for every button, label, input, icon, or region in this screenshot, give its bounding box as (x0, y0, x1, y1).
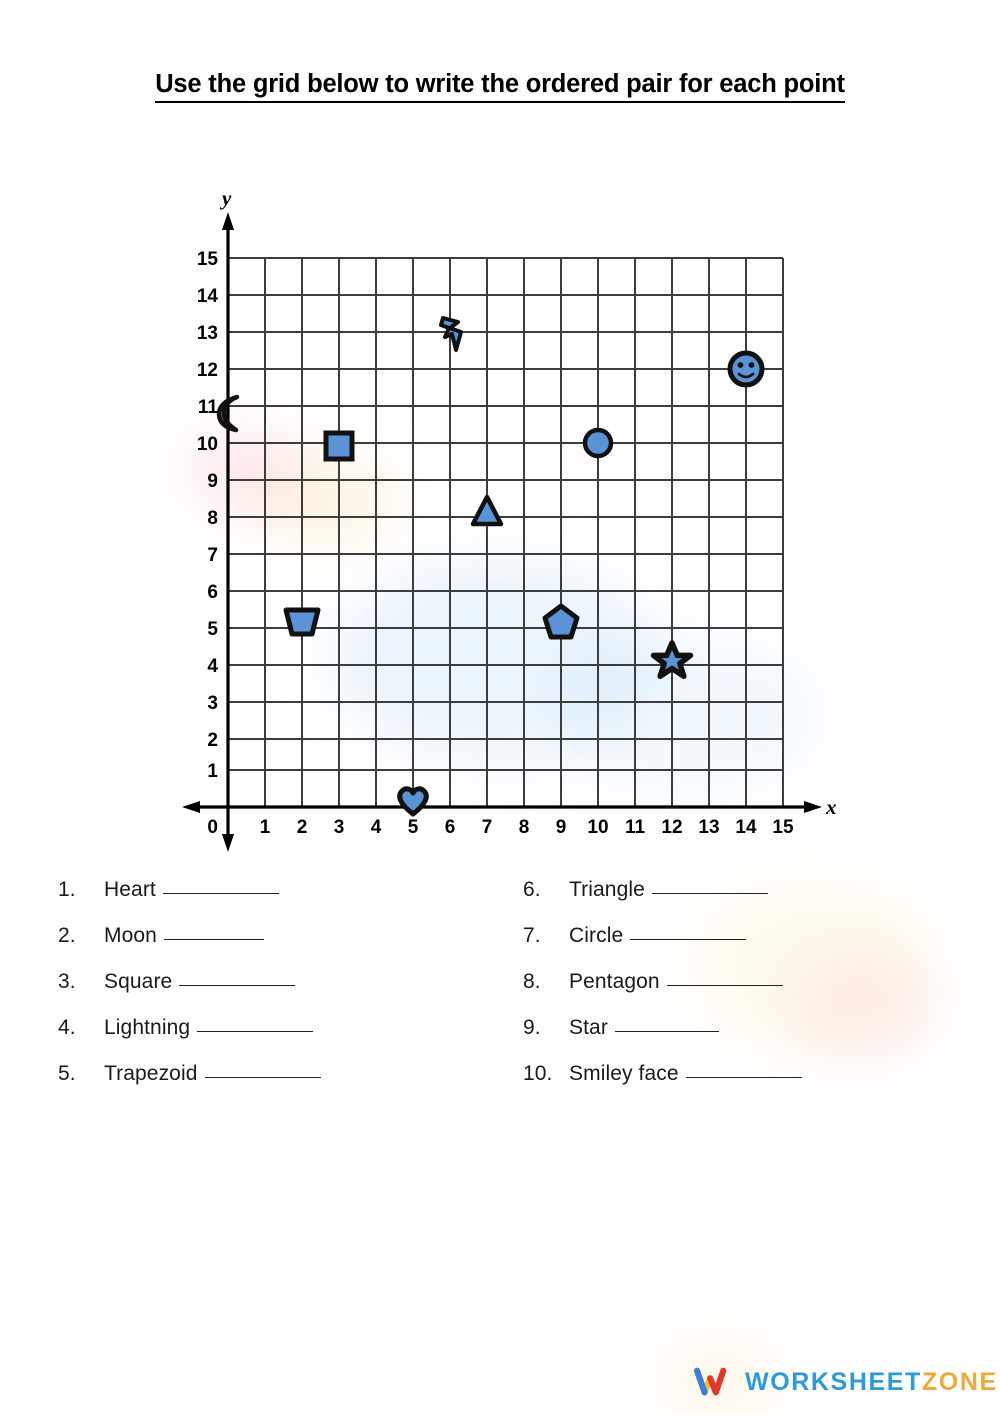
svg-text:13: 13 (698, 817, 720, 838)
svg-text:8: 8 (518, 817, 530, 838)
answer-blank[interactable] (667, 984, 783, 986)
list-item (523, 1016, 953, 1062)
question-number: 9. (523, 1016, 541, 1039)
svg-text:1: 1 (259, 817, 271, 838)
svg-text:15: 15 (196, 249, 218, 270)
question-label: Smiley face (569, 1062, 679, 1085)
list-item (58, 878, 488, 924)
svg-text:10: 10 (587, 817, 609, 838)
axis-lines (192, 222, 812, 843)
question-number: 7. (523, 924, 541, 947)
svg-text:2: 2 (296, 817, 308, 838)
x-tick-labels (260, 817, 794, 838)
answer-blank[interactable] (179, 984, 295, 986)
question-label: Pentagon (569, 970, 660, 993)
list-item (523, 924, 953, 970)
list-item (58, 1016, 488, 1062)
svg-text:6: 6 (444, 817, 456, 838)
page-title-text: Use the grid below to write the ordered pair for each point (155, 70, 845, 103)
w-logo-icon (694, 1367, 732, 1397)
svg-text:3: 3 (207, 693, 218, 714)
answer-column-left (58, 878, 488, 1108)
svg-text:3: 3 (333, 817, 345, 838)
answer-blank[interactable] (652, 892, 768, 894)
question-label: Moon (104, 924, 157, 947)
worksheetzone-logo[interactable] (694, 1362, 998, 1402)
question-number: 2. (58, 924, 76, 947)
answer-blank[interactable] (197, 1030, 313, 1032)
answer-blank[interactable] (205, 1076, 321, 1078)
square-marker (326, 433, 352, 459)
question-number: 10. (523, 1062, 553, 1085)
star-marker (654, 643, 691, 676)
svg-text:5: 5 (207, 619, 218, 640)
answer-blank[interactable] (630, 938, 746, 940)
svg-text:5: 5 (407, 817, 419, 838)
list-item (523, 970, 953, 1016)
question-label: Trapezoid (104, 1062, 198, 1085)
answer-blank[interactable] (686, 1076, 802, 1078)
question-number: 5. (58, 1062, 76, 1085)
logo-wordmark (745, 1368, 998, 1397)
question-number: 1. (58, 878, 76, 901)
svg-text:11: 11 (197, 397, 218, 418)
svg-text:12: 12 (196, 360, 218, 381)
answer-blank[interactable] (615, 1030, 719, 1032)
heart-marker (400, 789, 427, 814)
question-number: 8. (523, 970, 541, 993)
x-axis-label: x (826, 795, 837, 819)
x-axis-arrow-left (182, 801, 200, 813)
question-label: Circle (569, 924, 624, 947)
circle-marker (585, 430, 611, 456)
triangle-marker (473, 497, 501, 524)
question-label: Star (569, 1016, 608, 1039)
svg-text:0: 0 (207, 817, 218, 838)
question-number: 4. (58, 1016, 76, 1039)
smiley-marker (730, 353, 762, 385)
list-item (58, 924, 488, 970)
x-axis-arrow-right (804, 801, 822, 813)
question-label: Triangle (569, 878, 645, 901)
question-label: Lightning (104, 1016, 191, 1039)
question-label: Square (104, 970, 173, 993)
svg-text:6: 6 (207, 582, 218, 603)
list-item (523, 878, 953, 924)
svg-text:8: 8 (207, 508, 218, 529)
pentagon-marker (545, 606, 577, 637)
svg-text:15: 15 (772, 817, 794, 838)
svg-text:4: 4 (207, 656, 218, 677)
svg-text:13: 13 (196, 323, 218, 344)
svg-text:2: 2 (207, 730, 218, 751)
y-axis-label: y (222, 186, 232, 210)
y-tick-labels (197, 249, 219, 838)
answer-list (58, 878, 948, 1098)
list-item (58, 1062, 488, 1108)
svg-text:10: 10 (196, 434, 218, 455)
svg-text:9: 9 (555, 817, 567, 838)
svg-text:7: 7 (481, 817, 493, 838)
svg-text:14: 14 (735, 817, 757, 838)
question-number: 3. (58, 970, 76, 993)
logo-word-worksheet: WORKSHEET (745, 1367, 922, 1396)
question-number: 6. (523, 878, 541, 901)
grid-lines (228, 258, 783, 807)
svg-text:11: 11 (624, 817, 646, 838)
y-axis-arrow-up (222, 212, 234, 230)
list-item (58, 970, 488, 1016)
answer-blank[interactable] (164, 938, 264, 940)
trapezoid-marker (286, 610, 318, 634)
svg-text:1: 1 (207, 761, 218, 782)
svg-text:7: 7 (207, 545, 218, 566)
svg-text:14: 14 (196, 286, 218, 307)
svg-text:9: 9 (207, 471, 218, 492)
logo-word-zone: ZONE (921, 1367, 998, 1396)
answer-blank[interactable] (163, 892, 279, 894)
y-axis-arrow-down (222, 834, 234, 852)
svg-text:12: 12 (661, 817, 683, 838)
list-item (523, 1062, 953, 1108)
question-label: Heart (104, 878, 156, 901)
svg-text:4: 4 (370, 817, 382, 838)
answer-column-right (523, 878, 953, 1108)
lightning-marker (441, 318, 461, 350)
